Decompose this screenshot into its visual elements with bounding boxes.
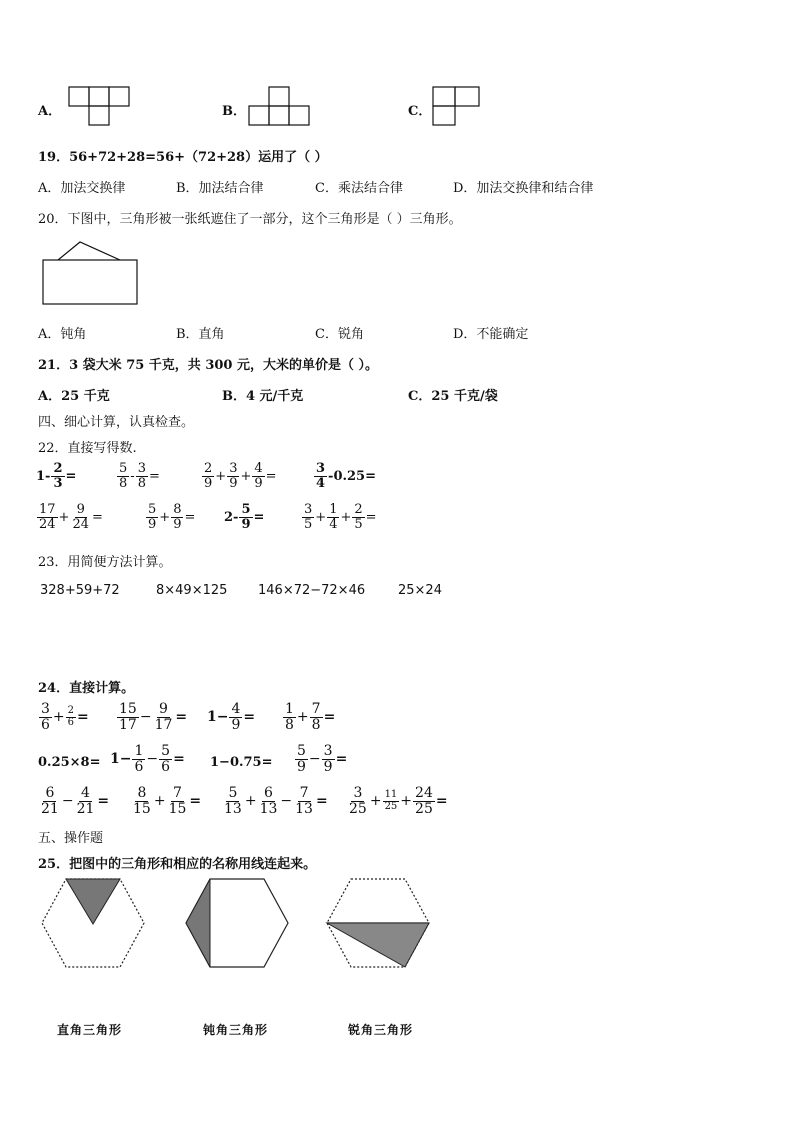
- label-right-triangle: 直角三角形: [57, 1023, 123, 1037]
- q20-stem: 20．下图中，三角形被一张纸遮住了一部分，这个三角形是（ ）三角形。: [38, 212, 462, 227]
- q20-option-a: A．钝角: [38, 327, 87, 342]
- q19-stem: 19．56+72+28=56+（72+28）运用了（ ）: [38, 150, 328, 165]
- q20-option-c: C．锐角: [315, 327, 364, 342]
- q18-option-b: B．: [222, 104, 246, 119]
- section-5-heading: 五、操作题: [38, 831, 104, 846]
- q24-expr-5: 0.25×8=: [38, 755, 101, 770]
- q23-item-4: 25×24: [398, 583, 442, 598]
- q24-expr-7: 1−0.75=: [210, 755, 273, 770]
- net-figure-b: [248, 86, 312, 128]
- q24-expr-10: $\frac{8}{15}$ + $\frac{7}{15}$ =: [133, 785, 202, 817]
- q22-expr-1: 1 - $\frac{2}{3}$ =: [36, 461, 77, 491]
- q18-option-c: C．: [408, 104, 432, 119]
- label-obtuse-triangle: 钝角三角形: [203, 1023, 269, 1037]
- q23-item-1: 328+59+72: [40, 583, 120, 598]
- q22-expr-8: $\frac{3}{5}$ + $\frac{1}{4}$ + $\frac{2}{5}$ =: [304, 502, 377, 532]
- q22-expr-2: $\frac{5}{8}$ - $\frac{3}{8}$ =: [119, 461, 160, 491]
- q23-stem: 23．用简便方法计算。: [38, 555, 172, 570]
- q19-option-d: D．加法交换律和结合律: [453, 181, 594, 196]
- section-4-heading: 四、细心计算，认真检查。: [38, 415, 195, 430]
- q20-option-b: B．直角: [176, 327, 225, 342]
- net-figure-a: [68, 86, 132, 128]
- covered-triangle-figure: [40, 238, 142, 308]
- hexagon-right-triangle-figure: [40, 876, 148, 970]
- q18-option-a: A．: [38, 104, 62, 119]
- q23-item-3: 146×72−72×46: [258, 583, 366, 598]
- q23-item-2: 8×49×125: [156, 583, 228, 598]
- hexagon-obtuse-triangle-figure: [184, 876, 292, 970]
- q24-expr-11: $\frac{5}{13}$ + $\frac{6}{13}$ − $\frac{7}{13}$ =: [224, 785, 328, 817]
- q24-expr-2: $\frac{15}{17}$ − $\frac{9}{17}$ =: [119, 701, 188, 733]
- q22-expr-7: 2- $\frac{5}{9}$ =: [224, 502, 265, 532]
- q24-expr-8: $\frac{5}{9}$ − $\frac{3}{9}$ =: [297, 743, 348, 775]
- q19-option-b: B．加法结合律: [176, 181, 264, 196]
- q22-expr-4: $\frac{3}{4}$ -0.25=: [316, 461, 376, 491]
- q25-stem: 25．把图中的三角形和相应的名称用线连起来。: [38, 857, 317, 872]
- q22-expr-3: $\frac{2}{9}$ + $\frac{3}{9}$ + $\frac{4}{9}$ =: [204, 461, 277, 491]
- q21-option-a: A．25 千克: [38, 389, 110, 404]
- q22-stem: 22．直接写得数.: [38, 441, 137, 456]
- q20-option-d: D．不能确定: [453, 327, 529, 342]
- label-acute-triangle: 锐角三角形: [348, 1023, 414, 1037]
- q24-expr-6: 1− $\frac{1}{6}$ − $\frac{5}{6}$ =: [110, 743, 185, 775]
- q24-expr-12: $\frac{3}{25}$ + $\frac{11}{25}$ + $\frac{24}{25}$ =: [349, 785, 448, 817]
- q24-expr-9: $\frac{6}{21}$ − $\frac{4}{21}$ =: [41, 785, 110, 817]
- q21-option-c: C．25 千克/袋: [408, 389, 498, 404]
- hexagon-acute-triangle-figure: [325, 876, 433, 970]
- q21-option-b: B．4 元/千克: [222, 389, 304, 404]
- q19-option-a: A．加法交换律: [38, 181, 126, 196]
- q19-option-c: C．乘法结合律: [315, 181, 403, 196]
- net-figure-c: [432, 86, 482, 128]
- q22-expr-5: $\frac{17}{24}$ + $\frac{9}{24}$ =: [39, 502, 103, 532]
- q24-stem: 24．直接计算。: [38, 681, 135, 696]
- q24-expr-3: 1− $\frac{4}{9}$ =: [207, 701, 256, 733]
- q24-expr-1: $\frac{3}{6}$ + $\frac{2}{6}$ =: [41, 701, 89, 733]
- q24-expr-4: $\frac{1}{8}$ + $\frac{7}{8}$ =: [285, 701, 336, 733]
- q22-expr-6: $\frac{5}{9}$ + $\frac{8}{9}$ =: [148, 502, 196, 532]
- q21-stem: 21．3 袋大米 75 千克，共 300 元，大米的单价是（ ）。: [38, 358, 379, 373]
